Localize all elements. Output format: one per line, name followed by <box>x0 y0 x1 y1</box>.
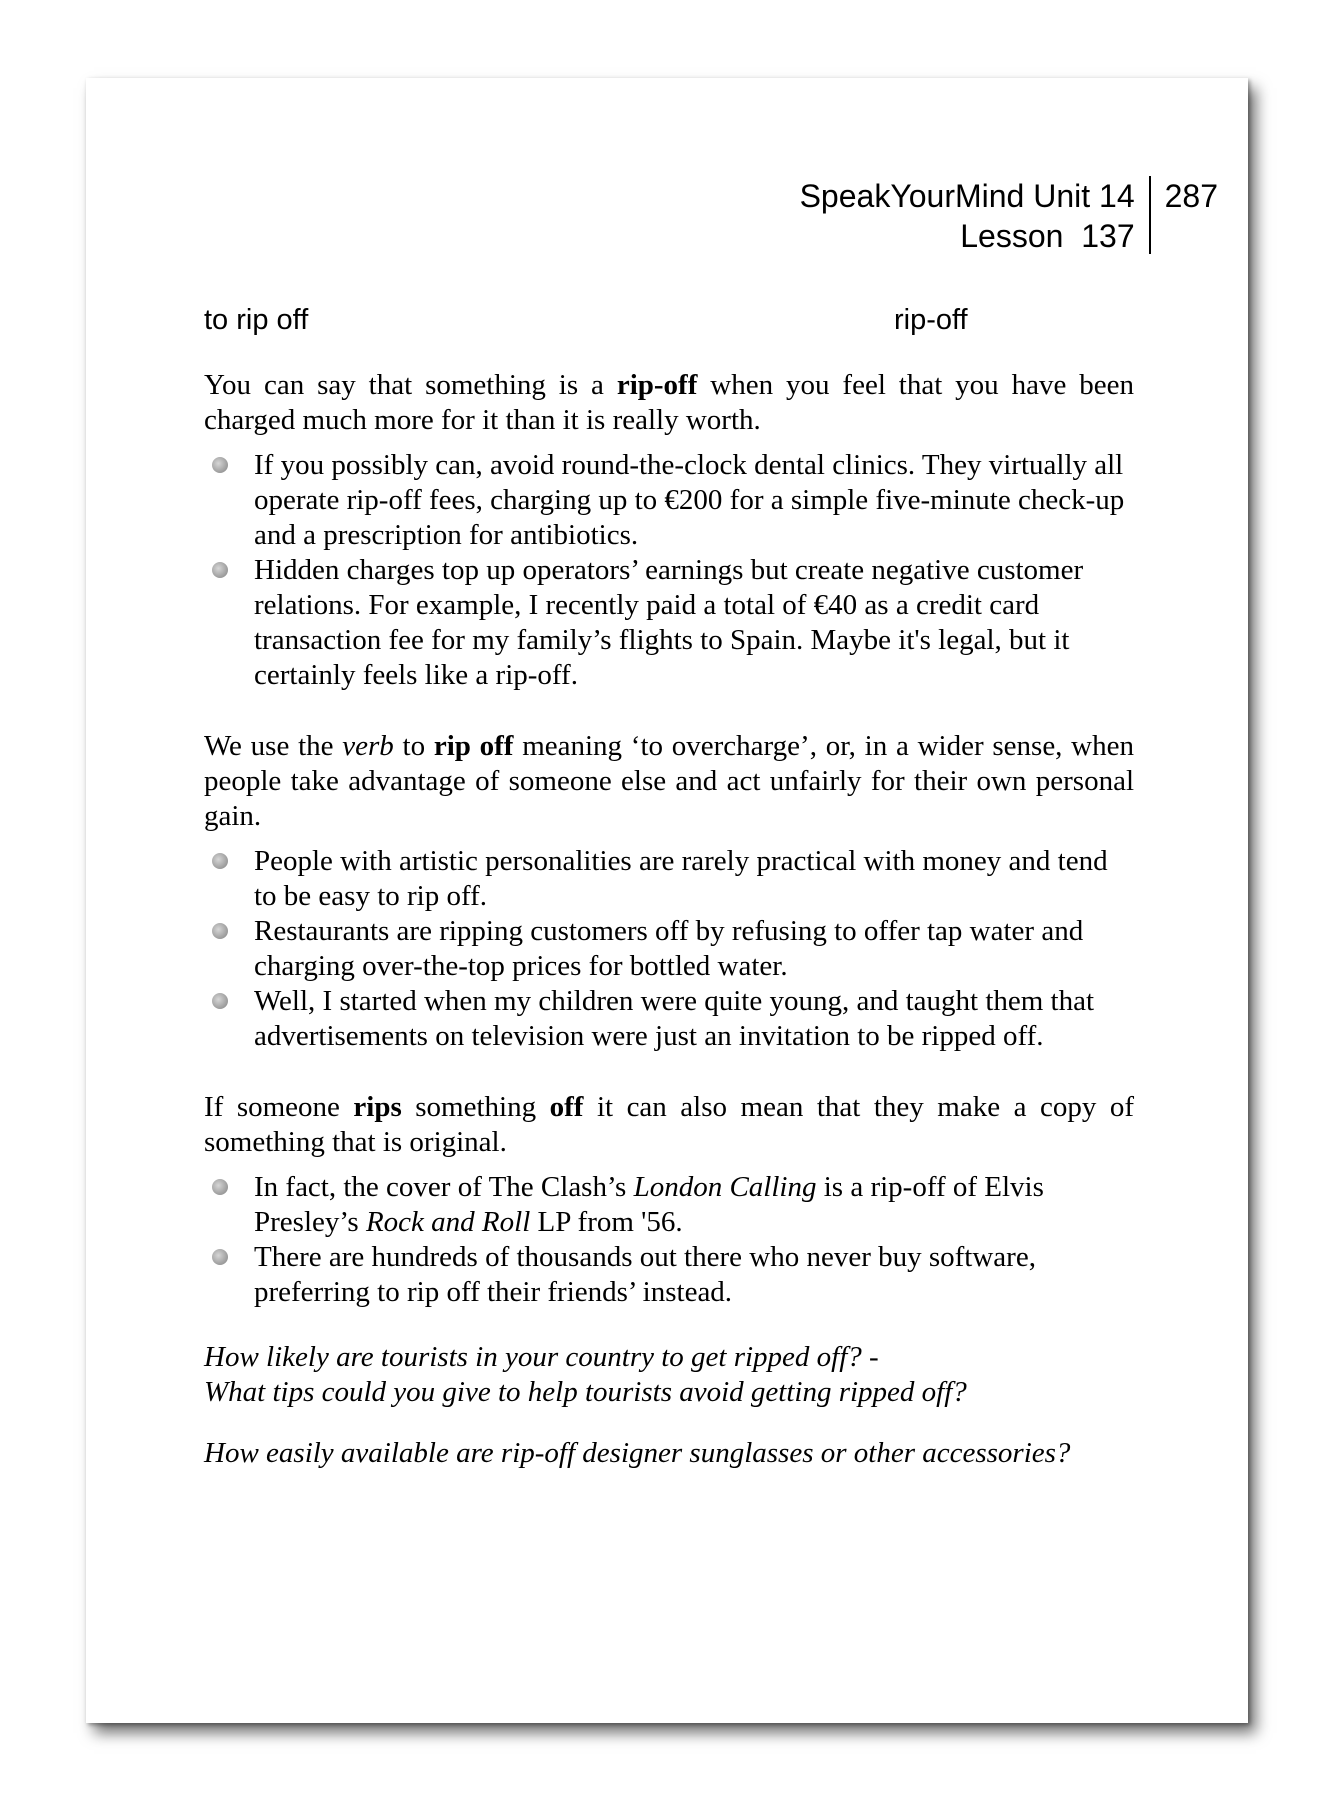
discussion-question-3: How easily available are rip-off designer sunglasses or other accessories? <box>204 1437 1071 1469</box>
header-title-block <box>800 176 1151 254</box>
section1-examples <box>204 448 1134 693</box>
lesson-title: Lesson 137 <box>960 218 1135 254</box>
section1-intro: You can say that something is a rip-off when you feel that you have been charged much more for it than it is really worth. <box>204 369 1134 436</box>
section3-examples <box>204 1170 1134 1310</box>
bullet-icon <box>212 923 228 939</box>
discussion-question-1: How likely are tourists in your country to get ripped off? - <box>204 1341 879 1373</box>
list-item: If you possibly can, avoid round-the-clock dental clinics. They virtually all operate rip-off fees, charging up to €200 for a simple five-minute check-up and a prescription for antibiotics. <box>204 448 1134 553</box>
list-item: Well, I started when my children were quite young, and taught them that advertisements on television were just an invitation to be ripped off. <box>204 984 1134 1054</box>
unit-title: SpeakYourMind Unit 14 <box>799 178 1135 214</box>
section2-intro: We use the verb to rip off meaning ‘to overcharge’, or, in a wider sense, when people take advantage of someone else and act unfairly for their own personal gain. <box>204 730 1134 832</box>
lesson-content <box>204 368 1134 1471</box>
bullet-icon <box>212 562 228 578</box>
list-item: In fact, the cover of The Clash’s London Calling is a rip-off of Elvis Presley’s Rock and Roll LP from '56. <box>204 1170 1134 1240</box>
list-item: People with artistic personalities are rarely practical with money and tend to be easy to rip off. <box>204 844 1134 914</box>
section2-examples <box>204 844 1134 1054</box>
page-number: 287 <box>1164 178 1218 214</box>
list-item: Restaurants are ripping customers off by refusing to offer tap water and charging over-the-top prices for bottled water. <box>204 914 1134 984</box>
headword-noun: rip-off <box>894 304 968 336</box>
discussion-question-2: What tips could you give to help tourists avoid getting ripped off? <box>204 1376 967 1408</box>
bullet-icon <box>212 993 228 1009</box>
list-item: Hidden charges top up operators’ earnings but create negative customer relations. For example, I recently paid a total of €40 as a credit card transaction fee for my family’s flights to Spain. Maybe it's legal, but it certainly feels like a rip-off. <box>204 553 1134 693</box>
page-header <box>800 176 1218 254</box>
list-item: There are hundreds of thousands out there who never buy software, preferring to rip off their friends’ instead. <box>204 1240 1134 1310</box>
headwords-row <box>204 300 1134 340</box>
bullet-icon <box>212 1249 228 1265</box>
bullet-icon <box>212 1179 228 1195</box>
book-page <box>86 78 1248 1723</box>
bullet-icon <box>212 457 228 473</box>
bullet-icon <box>212 853 228 869</box>
headword-verb: to rip off <box>204 304 309 336</box>
section3-intro: If someone rips something off it can also mean that they make a copy of something that is original. <box>204 1091 1134 1158</box>
keyword-rip-off-verb: rip off <box>433 730 514 762</box>
keyword-rip-off: rip-off <box>616 369 698 401</box>
